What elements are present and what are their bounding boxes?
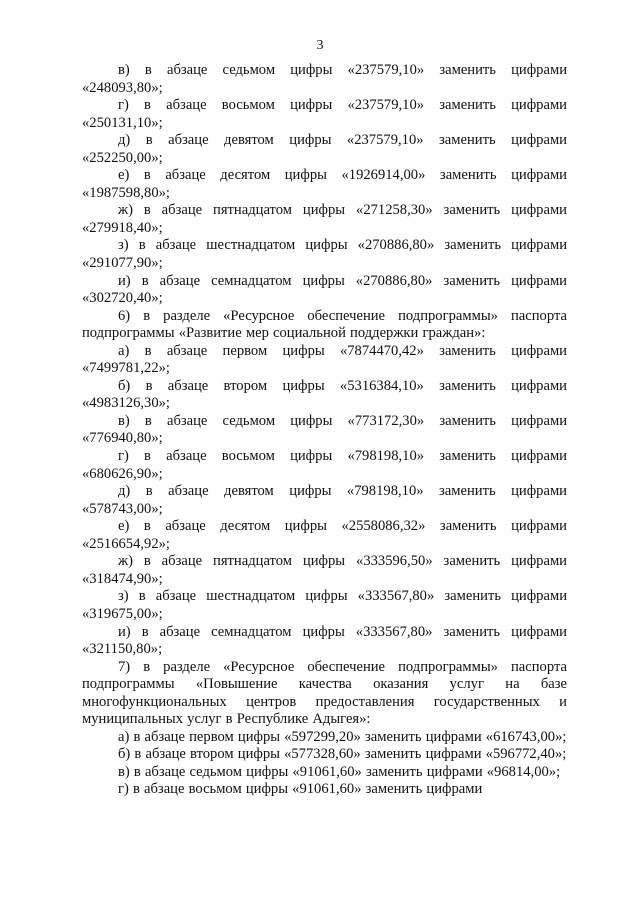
paragraph-item-b-7: б) в абзаце втором цифры «577328,60» заменить цифрами «596772,40»;	[118, 746, 567, 763]
paragraph-item-v-7: в) в абзаце седьмом цифры «91061,60» заменить цифрами «96814,00»;	[118, 763, 561, 780]
paragraph-item-d-1: д) в абзаце девятом цифры «237579,10» заменить цифрами «252250,00»;	[82, 132, 567, 166]
paragraph-item-g-1: г) в абзаце восьмом цифры «237579,10» заменить цифрами «250131,10»;	[82, 97, 567, 131]
paragraph-item-e-6: е) в абзаце десятом цифры «2558086,32» заменить цифрами «2516654,92»;	[82, 518, 567, 552]
paragraph-section-7: 7) в разделе «Ресурсное обеспечение подпрограммы» паспорта подпрограммы «Повышение качества оказания услуг на базе многофункциональных центров предоставления государственных и муниципальных услуг в Республике Адыгея»:	[82, 658, 567, 728]
paragraph-item-b-6: б) в абзаце втором цифры «5316384,10» заменить цифрами «4983126,30»;	[82, 377, 567, 412]
paragraph-item-d-6: д) в абзаце девятом цифры «798198,10» заменить цифрами «578743,00»;	[82, 483, 567, 517]
paragraph-section-6: 6) в разделе «Ресурсное обеспечение подпрограммы» паспорта подпрограммы «Развитие мер социальной поддержки граждан»:	[82, 307, 567, 342]
paragraph-item-g-7: г) в абзаце восьмом цифры «91061,60» заменить цифрами	[118, 781, 483, 798]
paragraph-item-i-1: и) в абзаце семнадцатом цифры «270886,80» заменить цифрами «302720,40»;	[82, 272, 567, 307]
page-number: 3	[316, 38, 324, 53]
paragraph-item-v-6: в) в абзаце седьмом цифры «773172,30» заменить цифрами «776940,80»;	[82, 412, 567, 447]
paragraph-item-g-6: г) в абзаце восьмом цифры «798198,10» заменить цифрами «680626,90»;	[82, 448, 567, 482]
paragraph-item-e-1: е) в абзаце десятом цифры «1926914,00» заменить цифрами «1987598,80»;	[82, 167, 567, 201]
paragraph-item-i-6: и) в абзаце семнадцатом цифры «333567,80» заменить цифрами «321150,80»;	[82, 623, 567, 658]
paragraph-item-zh-6: ж) в абзаце пятнадцатом цифры «333596,50» заменить цифрами «318474,90»;	[82, 553, 567, 587]
document-body	[82, 62, 567, 799]
paragraph-item-a-6: а) в абзаце первом цифры «7874470,42» заменить цифрами «7499781,22»;	[82, 342, 567, 377]
paragraph-item-zh-1: ж) в абзаце пятнадцатом цифры «271258,30» заменить цифрами «279918,40»;	[82, 202, 567, 236]
paragraph-item-z-6: з) в абзаце шестнадцатом цифры «333567,80» заменить цифрами «319675,00»;	[82, 588, 567, 622]
paragraph-item-z-1: з) в абзаце шестнадцатом цифры «270886,80» заменить цифрами «291077,90»;	[82, 237, 567, 272]
paragraph-item-a-7: а) в абзаце первом цифры «597299,20» заменить цифрами «616743,00»;	[118, 728, 567, 745]
paragraph-item-v-1: в) в абзаце седьмом цифры «237579,10» заменить цифрами «248093,80»;	[82, 62, 567, 96]
